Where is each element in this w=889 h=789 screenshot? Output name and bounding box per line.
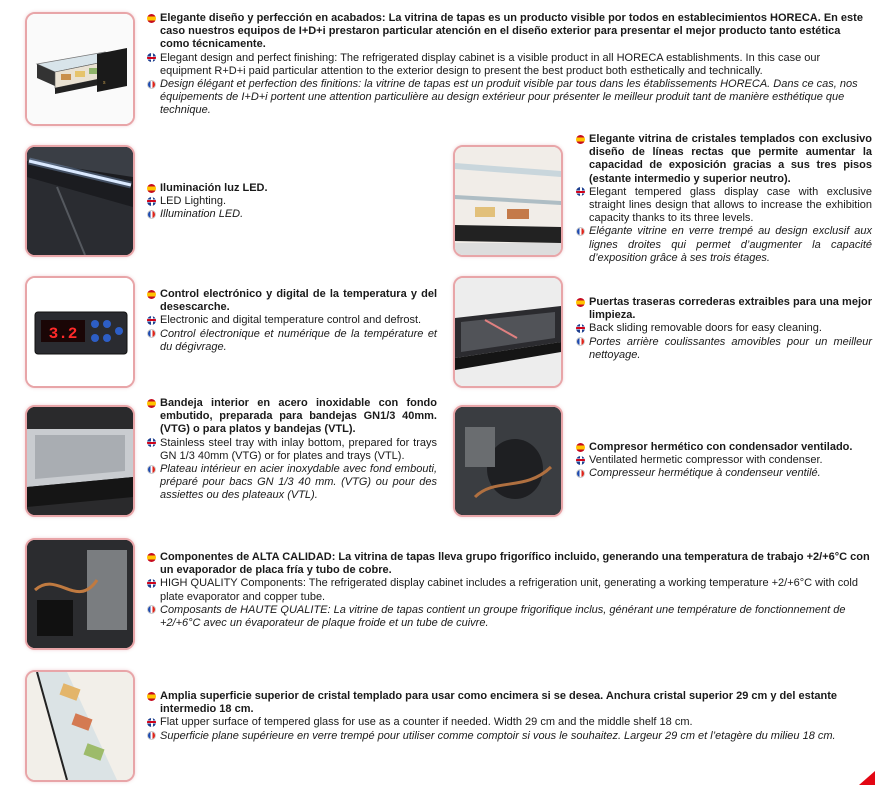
spanish-text: Elegante diseño y perfección en acabados: La vitrina de tapas es un producto visible por todos en establecimientos HORECA. En este caso nuestros equipos de I+D+i prestaron particular atención en el diseño exterior para presentar el mejor producto tanto estética como técnicamente. xyxy=(147,12,872,52)
english-text: HIGH QUALITY Components: The refrigerated display cabinet includes a refrigeration unit, generating a working temperature +2/+6°C with cold plate evaporator and copper tube. xyxy=(147,577,872,603)
english-text: Elegant tempered glass display case with exclusive straight lines design that allows to increase the exhibition capacity thanks to its three levels. xyxy=(576,186,872,226)
compressor-image xyxy=(453,405,563,517)
english-text: Electronic and digital temperature control and defrost. xyxy=(147,314,437,327)
spanish-text: Amplia superficie superior de cristal templado para usar como encimera si se desea. Anchura cristal superior 29 cm y del estante intermedio 18 cm. xyxy=(147,690,872,716)
section-upper-glass-surface xyxy=(147,690,872,743)
english-text: Stainless steel tray with inlay bottom, prepared for trays GN 1/3 40mm (VTG) or for plates and trays (VTL). xyxy=(147,437,437,463)
spanish-text: Componentes de ALTA CALIDAD: La vitrina de tapas lleva grupo frigorífico incluido, generando una temperatura de trabajo +2/+6°C con un evaporador de placa fría y tubo de cobre. xyxy=(147,551,872,577)
section-high-quality-components xyxy=(147,551,872,630)
uk-flag-icon xyxy=(147,718,156,727)
spain-flag-icon xyxy=(576,298,585,307)
france-flag-icon xyxy=(147,80,156,89)
spain-flag-icon xyxy=(147,692,156,701)
english-text: Elegant design and perfect finishing: The refrigerated display cabinet is a visible product in all HORECA establishments. In this case our equipment R+D+i paid particular attention to the exterior design to present the best product both esthetically and technically. xyxy=(147,52,872,78)
spain-flag-icon xyxy=(147,553,156,562)
france-flag-icon xyxy=(576,227,585,236)
france-flag-icon xyxy=(147,329,156,338)
spain-flag-icon xyxy=(147,184,156,193)
spanish-text: Compresor hermético con condensador ventilado. xyxy=(576,441,876,454)
spanish-text: Puertas traseras correderas extraibles para una mejor limpieza. xyxy=(576,296,872,322)
uk-flag-icon xyxy=(576,324,585,333)
temperature-controller-image xyxy=(25,276,135,388)
section-glass-levels xyxy=(576,133,872,265)
temperature-readout: 3.2 xyxy=(48,325,78,343)
french-text: Plateau intérieur en acier inoxydable avec fond embouti, préparé pour bacs GN 1/3 40 mm. (VTG) ou pour des assiettes ou des plateaux (VTL). xyxy=(147,463,437,503)
spain-flag-icon xyxy=(147,14,156,23)
france-flag-icon xyxy=(147,605,156,614)
uk-flag-icon xyxy=(147,316,156,325)
uk-flag-icon xyxy=(147,53,156,62)
french-text: Composants de HAUTE QUALITE: La vitrine de tapas contient un groupe frigorifique inclus, générant une température de fonctionnement de +2/+6°C avec un évaporateur de plaque froide et un tube de cuivre. xyxy=(147,604,872,630)
french-text: Elégante vitrine en verre trempé au design exclusif aux lignes droites qui permet d’augmenter la capacité d’exposition grâce à ses trois étages. xyxy=(576,225,872,265)
france-flag-icon xyxy=(147,731,156,740)
spanish-text: Iluminación luz LED. xyxy=(147,182,437,195)
spanish-text: Bandeja interior en acero inoxidable con fondo embutido, preparada para bandejas GN1/3 40mm. (VTG) o para platos y bandejas (VTL). xyxy=(147,397,437,437)
french-text: Control électronique et numérique de la température et du dégivrage. xyxy=(147,328,437,354)
english-text: Flat upper surface of tempered glass for use as a counter if needed. Width 29 cm and the middle shelf 18 cm. xyxy=(147,716,872,729)
spanish-text: Control electrónico y digital de la temperatura y del desescarche. xyxy=(147,288,437,314)
spain-flag-icon xyxy=(147,399,156,408)
section-sliding-doors xyxy=(576,296,872,362)
stainless-tray-image xyxy=(25,405,135,517)
uk-flag-icon xyxy=(147,197,156,206)
france-flag-icon xyxy=(576,469,585,478)
svg-text:s: s xyxy=(103,80,106,86)
section-exterior-design xyxy=(147,12,872,118)
led-lighting-image xyxy=(25,145,135,257)
section-led-lighting xyxy=(147,182,437,222)
spain-flag-icon xyxy=(576,443,585,452)
section-temperature-control xyxy=(147,288,437,354)
french-text: Design élégant et perfection des finitions: la vitrine de tapas est un produit visible par tous dans les établissements HORECA. Dans ce cas, nos équipements de I+D+i portent une attention particulière au design extérieur pour présenter le meilleur produit tant de manière esthétique que technique. xyxy=(147,78,872,118)
france-flag-icon xyxy=(147,465,156,474)
french-text: Superficie plane supérieure en verre trempé pour utiliser comme comptoir si vous le souhaitez. Largeur 29 cm et l’etagère du milieu 18 cm. xyxy=(147,730,872,743)
english-text: LED Lighting. xyxy=(147,195,437,208)
french-text: Compresseur hermétique à condenseur ventilé. xyxy=(576,467,876,480)
spanish-text: Elegante vitrina de cristales templados con exclusivo diseño de líneas rectas que permite aumentar la capacidad de exposición gracias a sus tres pisos (estante intermedio y superior neutro). xyxy=(576,133,872,186)
spain-flag-icon xyxy=(147,290,156,299)
uk-flag-icon xyxy=(147,438,156,447)
section-stainless-tray xyxy=(147,397,437,503)
corner-triangle-decoration xyxy=(859,771,875,785)
spain-flag-icon xyxy=(576,135,585,144)
upper-glass-surface-image xyxy=(25,670,135,782)
english-text: Ventilated hermetic compressor with condenser. xyxy=(576,454,876,467)
uk-flag-icon xyxy=(576,456,585,465)
sliding-doors-image xyxy=(453,276,563,388)
section-compressor xyxy=(576,441,876,481)
france-flag-icon xyxy=(576,337,585,346)
french-text: Portes arrière coulissantes amovibles pour un meilleur nettoyage. xyxy=(576,336,872,362)
cabinet-product-image xyxy=(25,12,135,126)
uk-flag-icon xyxy=(576,187,585,196)
french-text: Illumination LED. xyxy=(147,208,437,221)
france-flag-icon xyxy=(147,210,156,219)
glass-levels-image xyxy=(453,145,563,257)
english-text: Back sliding removable doors for easy cleaning. xyxy=(576,322,872,335)
uk-flag-icon xyxy=(147,579,156,588)
refrigeration-unit-image xyxy=(25,538,135,650)
